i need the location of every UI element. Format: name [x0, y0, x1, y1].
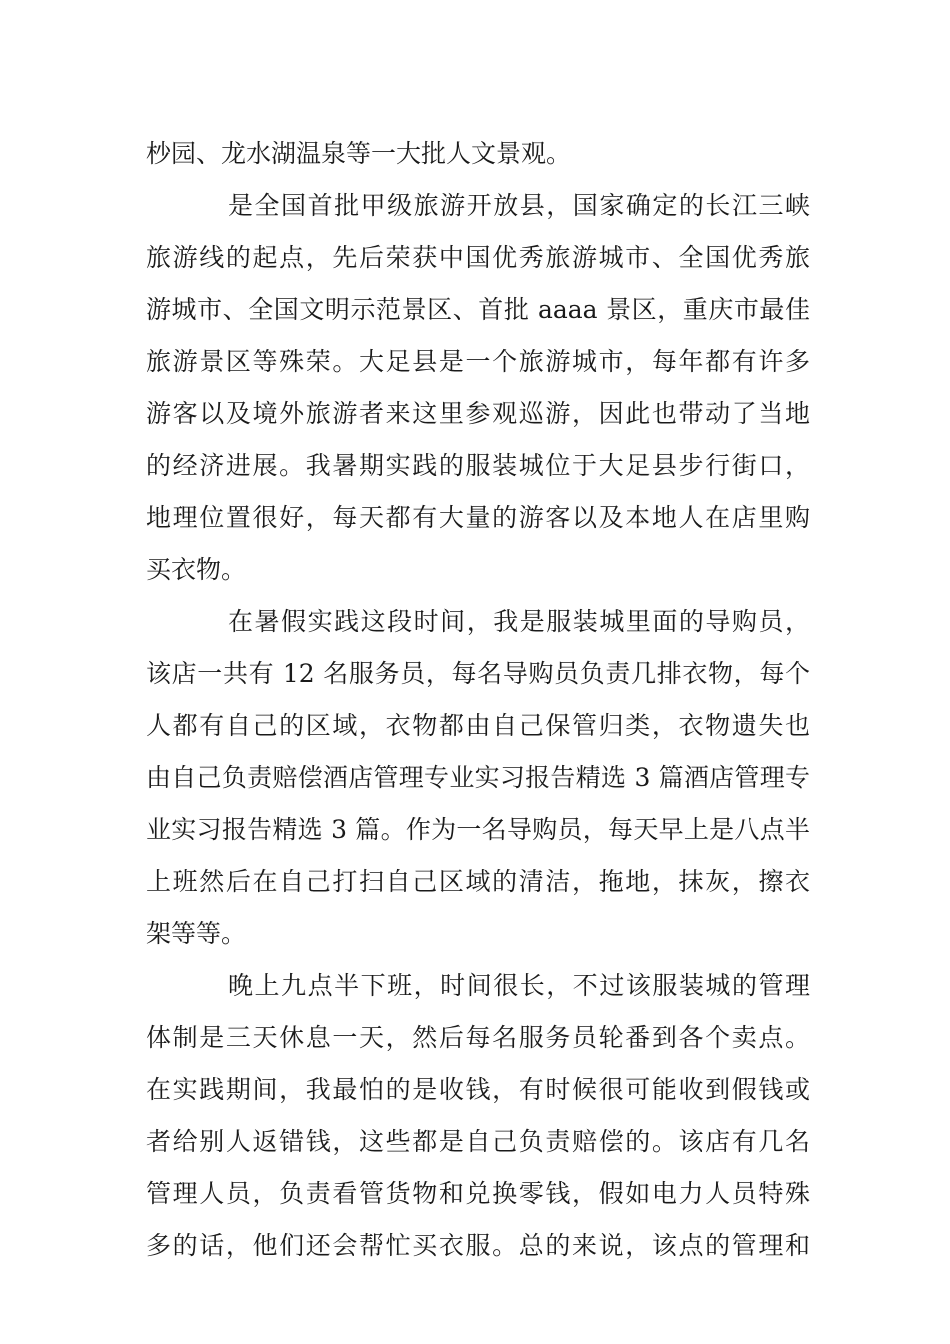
paragraph-first-line: 晚上九点半下班，时间很长，不过该服装城的管理 [228, 971, 810, 1000]
text-line: 旅游景区等殊荣。大足县是一个旅游城市，每年都有许多 [146, 347, 810, 376]
text-line: 人都有自己的区域，衣物都由自己保管归类，衣物遗失也 [146, 711, 810, 740]
text-line: 该店一共有 12 名服务员，每名导购员负责几排衣物，每个 [146, 659, 810, 688]
text-line: 业实习报告精选 3 篇。作为一名导购员，每天早上是八点半 [146, 815, 810, 844]
text-line: 游客以及境外旅游者来这里参观巡游，因此也带动了当地 [146, 399, 810, 428]
text-line: 由自己负责赔偿酒店管理专业实习报告精选 3 篇酒店管理专 [146, 763, 810, 792]
text-line: 架等等。 [146, 919, 247, 948]
text-line: 上班然后在自己打扫自己区域的清洁，拖地，抹灰，擦衣 [146, 867, 810, 896]
text-line: 游城市、全国文明示范景区、首批 aaaa 景区，重庆市最佳 [146, 295, 810, 324]
text-line: 体制是三天休息一天，然后每名服务员轮番到各个卖点。 [146, 1023, 810, 1052]
text-line: 管理人员，负责看管货物和兑换零钱，假如电力人员特殊 [146, 1179, 810, 1208]
text-line: 多的话，他们还会帮忙买衣服。总的来说，该点的管理和 [146, 1231, 810, 1260]
text-line: 买衣物。 [146, 555, 247, 584]
text-line: 者给别人返错钱，这些都是自己负责赔偿的。该店有几名 [146, 1127, 810, 1156]
paragraph-first-line: 在暑假实践这段时间，我是服装城里面的导购员， [228, 607, 810, 636]
paragraph-first-line: 是全国首批甲级旅游开放县，国家确定的长江三峡 [228, 191, 810, 220]
text-line: 地理位置很好，每天都有大量的游客以及本地人在店里购 [146, 503, 810, 532]
text-line: 杪园、龙水湖温泉等一大批人文景观。 [146, 139, 572, 168]
text-line: 旅游线的起点，先后荣获中国优秀旅游城市、全国优秀旅 [146, 243, 810, 272]
text-line: 在实践期间，我最怕的是收钱，有时候很可能收到假钱或 [146, 1075, 810, 1104]
text-line: 的经济进展。我暑期实践的服装城位于大足县步行街口， [146, 451, 810, 480]
body-text [146, 128, 810, 1272]
